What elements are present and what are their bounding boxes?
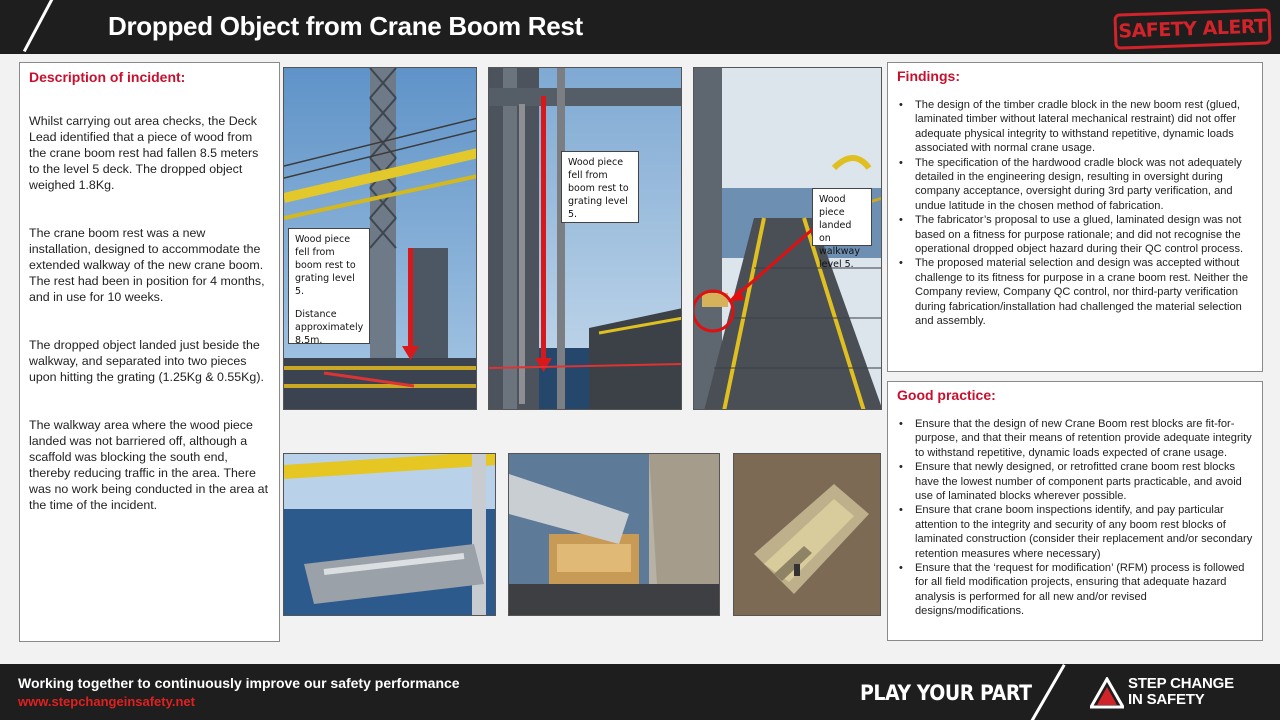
photo-callout	[288, 228, 370, 344]
photo-boom-rest-block	[508, 453, 720, 616]
callout-text: Wood piece fell from boom rest to grating level 5.	[295, 234, 356, 297]
good-practice-item: • Ensure that the ‘request for modification’ (RFM) process is followed for all field modification projects, ensuring that adequate hazard analysis is performed for all new and/or revised designs/modifications.	[897, 561, 1253, 619]
safety-alert-stamp	[1113, 8, 1271, 49]
description-paragraph: Whilst carrying out area checks, the Deck Lead identified that a piece of wood from the crane boom rest had fallen 8.5 meters to the level 5 deck. The dropped object weighed 1.8Kg.	[29, 114, 259, 192]
photo-crane-boom-sea	[283, 453, 496, 616]
play-your-part-slogan: PLAY YOUR PART	[860, 681, 1032, 705]
footer-divider	[1030, 664, 1066, 720]
good-practice-item: • Ensure that crane boom inspections identify, and pay particular attention to the integrity and security of any boom rest blocks of laminated construction (consider their replacement and/or secondary retention measures where necessary)	[897, 503, 1253, 561]
description-paragraph: The dropped object landed just beside the walkway, and separated into two pieces upon hitting the grating (1.25Kg & 0.55Kg).	[29, 338, 264, 384]
description-panel	[19, 62, 280, 642]
brand-line: STEP CHANGE	[1128, 675, 1234, 692]
good-practice-list	[897, 417, 1253, 619]
findings-list	[897, 98, 1253, 329]
photo-crane-boom-sea-image	[284, 454, 496, 616]
photo-timber-block-image	[734, 454, 881, 616]
photo-callout	[561, 151, 639, 223]
brand-line: IN SAFETY	[1128, 691, 1205, 708]
good-practice-item: • Ensure that newly designed, or retrofitted crane boom rest blocks have the lowest number of component parts practicable, and avoid use of laminated blocks wherever possible.	[897, 460, 1253, 503]
photo-boom-rest	[488, 67, 682, 410]
header-divider	[23, 0, 55, 52]
photo-callout	[812, 188, 872, 270]
footer-website-link[interactable]: www.stepchangeinsafety.net	[18, 694, 195, 709]
photo-boom-rest-image	[489, 68, 682, 410]
brand-name	[1128, 676, 1234, 708]
findings-item: • The fabricator’s proposal to use a glued, laminated design was not based on a fitness for purpose rationale; and did not recognise the operational dropped object hazard during their QC control process.	[897, 213, 1253, 256]
findings-item: • The specification of the hardwood cradle block was not adequately detailed in the engineering design, resulting in oversight during company acceptance, oversight during 3rd party verification, and undue latitude in the chosen method of fabrication.	[897, 156, 1253, 214]
findings-item: • The design of the timber cradle block in the new boom rest (glued, laminated timber without lateral mechanical restraint) did not offer adequate physical integrity to withstand repetitive, dynamic loads associated with normal crane usage.	[897, 98, 1253, 156]
callout-text: Distance approximately 8.5m.	[295, 309, 364, 346]
findings-panel	[887, 62, 1263, 372]
footer-tagline: Working together to continuously improve our safety performance	[18, 675, 460, 691]
photo-boom-rest-block-image	[509, 454, 720, 616]
good-practice-item: • Ensure that the design of new Crane Boom rest blocks are fit-for-purpose, and that their means of retention provide adequate integrity to withstand repetitive, dynamic loads expected of crane usage.	[897, 417, 1253, 460]
header-bar	[0, 0, 1280, 54]
description-heading: Description of incident:	[29, 69, 186, 85]
photo-crane-structure	[283, 67, 477, 410]
photo-timber-block	[733, 453, 881, 616]
page-title: Dropped Object from Crane Boom Rest	[108, 11, 583, 41]
footer-bar	[0, 664, 1280, 720]
safety-alert-label: SAFETY ALERT	[1118, 15, 1267, 43]
findings-heading: Findings:	[897, 68, 960, 84]
good-practice-panel	[887, 381, 1263, 641]
callout-text: Wood piece fell from boom rest to grating level 5.	[568, 157, 629, 220]
good-practice-heading: Good practice:	[897, 387, 996, 403]
callout-text: Wood piece landed on walkway level 5.	[819, 194, 860, 270]
findings-item: • The proposed material selection and design was accepted without challenge to its fitness for purpose in a crane boom rest. Neither the Company review, Company QC control, nor third-party verification during fabrication/installation had challenged the material selection and assembly.	[897, 256, 1253, 328]
step-change-logo-icon	[1090, 677, 1124, 709]
photo-walkway	[693, 67, 882, 410]
description-paragraph: The crane boom rest was a new installation, designed to accommodate the extended walkway of the new crane boom. The rest had been in position for 4 months, and in use for 10 weeks.	[29, 226, 265, 304]
description-paragraph: The walkway area where the wood piece landed was not barriered off, although a scaffold was blocking the south end, thereby reducing traffic in the area. There was no work being conducted in the area at the time of the incident.	[29, 418, 269, 512]
